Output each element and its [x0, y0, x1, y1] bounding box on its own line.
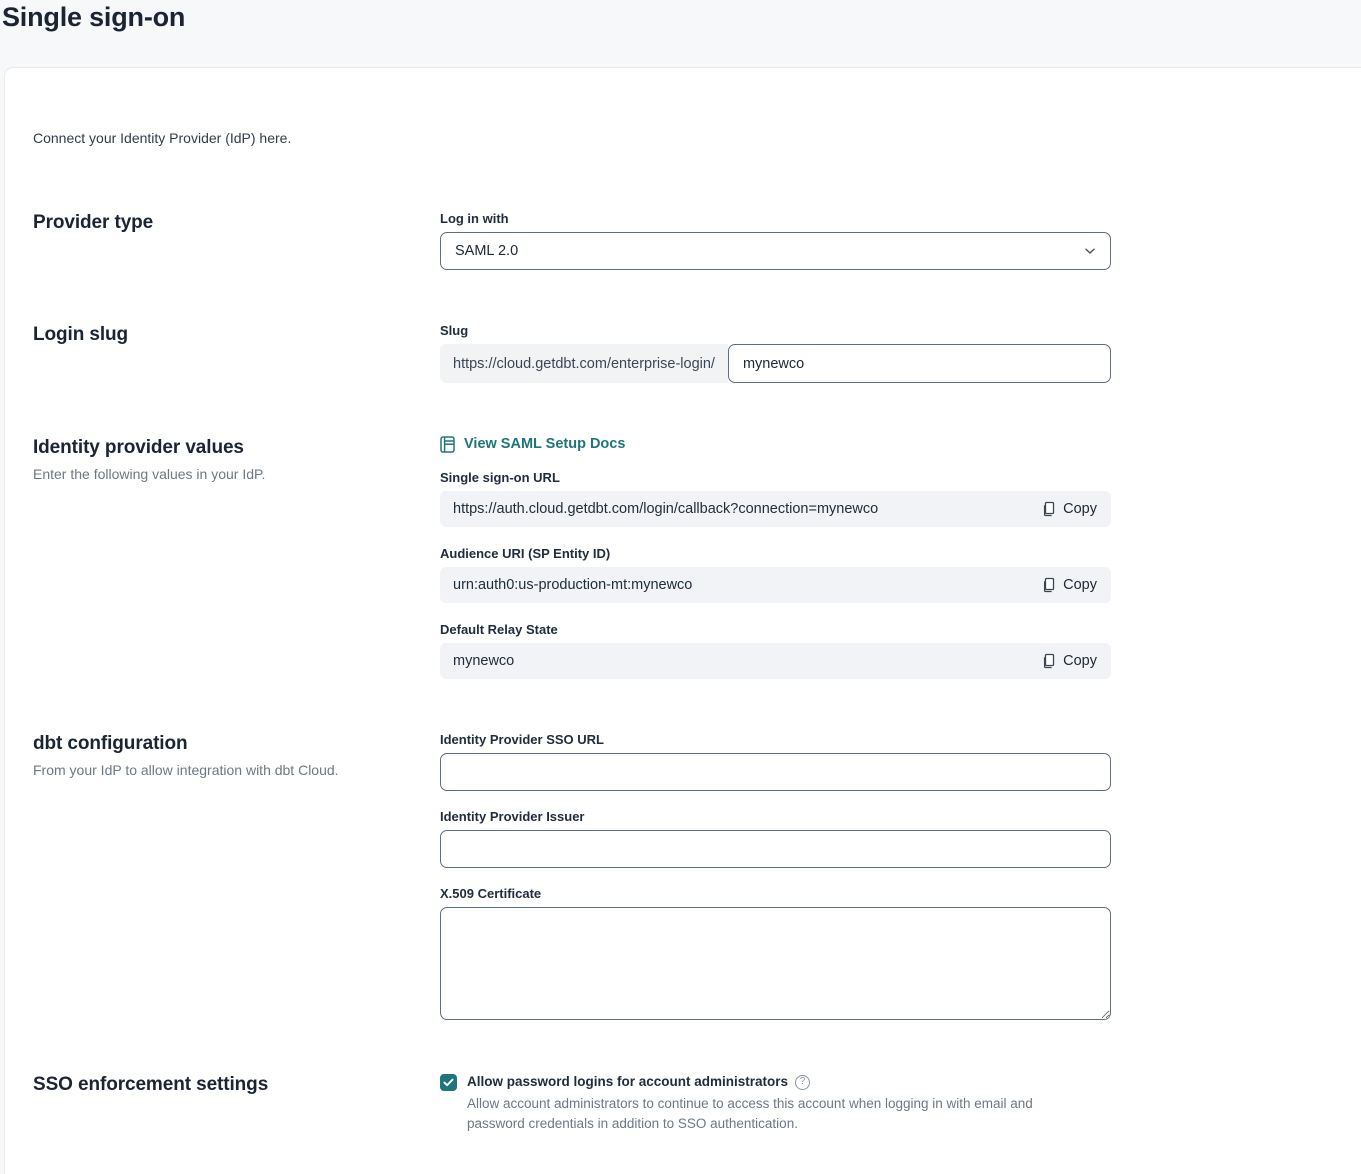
view-saml-docs-label: View SAML Setup Docs	[464, 436, 626, 452]
relay-state-copy-button[interactable]	[1040, 649, 1099, 673]
certificate-textarea[interactable]	[440, 907, 1111, 1020]
sso-enforcement-heading: SSO enforcement settings	[33, 1074, 269, 1095]
intro-text: Connect your Identity Provider (IdP) here.	[33, 130, 292, 146]
view-saml-docs-link[interactable]	[440, 436, 625, 453]
section-dbt-configuration	[33, 732, 1361, 1020]
sso-url-value: https://auth.cloud.getdbt.com/login/callback?connection=mynewco	[453, 501, 879, 517]
copy-icon	[1042, 577, 1056, 593]
slug-group	[440, 344, 1111, 383]
idp-sso-url-input[interactable]	[440, 753, 1111, 791]
section-login-slug	[33, 323, 1361, 383]
copy-button-label: Copy	[1063, 577, 1097, 593]
audience-uri-value: urn:auth0:us-production-mt:mynewco	[453, 577, 693, 593]
sso-url-copy-button[interactable]	[1040, 497, 1099, 521]
login-slug-heading: Login slug	[33, 324, 129, 345]
allow-password-label: Allow password logins for account administrators	[467, 1074, 789, 1089]
section-sso-enforcement	[33, 1073, 1361, 1134]
allow-password-row	[440, 1073, 1111, 1134]
allow-password-checkbox[interactable]	[440, 1074, 457, 1091]
slug-label: Slug	[440, 323, 469, 338]
help-icon[interactable]: ?	[795, 1075, 810, 1090]
certificate-label: X.509 Certificate	[440, 886, 542, 901]
login-with-label: Log in with	[440, 211, 509, 226]
login-with-selected-value: SAML 2.0	[455, 243, 519, 259]
idp-values-subheading: Enter the following values in your IdP.	[33, 466, 266, 482]
relay-state-field	[440, 643, 1111, 679]
relay-state-value: mynewco	[453, 653, 515, 669]
page-title: Single sign-on	[2, 2, 186, 32]
slug-prefix: https://cloud.getdbt.com/enterprise-login/	[440, 344, 728, 383]
idp-values-heading: Identity provider values	[33, 437, 244, 458]
section-provider-type	[33, 211, 1361, 270]
audience-uri-label: Audience URI (SP Entity ID)	[440, 546, 611, 561]
copy-button-label: Copy	[1063, 653, 1097, 669]
idp-issuer-input[interactable]	[440, 830, 1111, 868]
allow-password-description: Allow account administrators to continue to access this account when logging in with email and password credentials in addition to SSO authentication.	[467, 1096, 1033, 1131]
slug-input[interactable]	[728, 344, 1111, 383]
provider-type-heading: Provider type	[33, 212, 154, 233]
idp-issuer-label: Identity Provider Issuer	[440, 809, 585, 824]
chevron-down-icon	[1084, 247, 1096, 255]
relay-state-label: Default Relay State	[440, 622, 558, 637]
copy-button-label: Copy	[1063, 501, 1097, 517]
copy-icon	[1042, 501, 1056, 517]
dbt-configuration-heading: dbt configuration	[33, 733, 188, 754]
login-with-select[interactable]	[440, 232, 1111, 270]
section-idp-values	[33, 436, 1361, 679]
idp-sso-url-label: Identity Provider SSO URL	[440, 732, 604, 747]
sso-url-label: Single sign-on URL	[440, 470, 560, 485]
audience-uri-copy-button[interactable]	[1040, 573, 1099, 597]
dbt-configuration-subheading: From your IdP to allow integration with dbt Cloud.	[33, 762, 339, 778]
sso-url-field	[440, 491, 1111, 527]
audience-uri-field	[440, 567, 1111, 603]
checkmark-icon	[443, 1078, 454, 1087]
settings-card	[4, 67, 1361, 1174]
journal-icon	[440, 436, 455, 453]
copy-icon	[1042, 653, 1056, 669]
page-header	[0, 0, 1361, 67]
